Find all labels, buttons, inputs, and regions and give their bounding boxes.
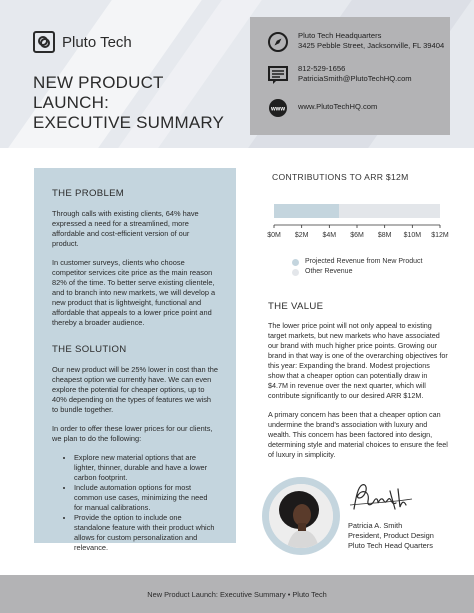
header	[0, 0, 474, 148]
chart-title: CONTRIBUTIONS TO ARR $12M	[272, 172, 409, 182]
compass-icon	[267, 31, 289, 53]
phone-number[interactable]: 812-529-1656	[298, 64, 346, 73]
title-line-2: EXECUTIVE SUMMARY	[33, 113, 225, 132]
legend-item	[292, 257, 423, 267]
footer	[0, 575, 474, 613]
page-title	[33, 73, 243, 133]
address-row	[267, 31, 444, 53]
problem-solution-panel	[34, 168, 236, 552]
list-item: • Include automation options for most common use cases, minimizing the need for manual calibrations.	[74, 483, 218, 513]
www-icon	[267, 97, 289, 119]
x-tick-label: $10M	[403, 232, 422, 239]
legend-label: Projected Revenue from New Product	[305, 258, 423, 265]
list-item: • Provide the option to include one standalone feature with their product which allows for custom personalization and relevance.	[74, 513, 218, 553]
x-tick-label: $6M	[350, 232, 364, 239]
value-body	[268, 321, 448, 469]
portrait-photo	[269, 484, 333, 548]
brand-logo	[33, 31, 132, 53]
signer-block	[348, 521, 434, 551]
title-line-1: NEW PRODUCT LAUNCH:	[33, 73, 164, 112]
problem-paragraph-2: In customer surveys, clients who choose competitor services cite price as the main reason 82% of the time. To better serve existing clientele, and to branch into new markets, we will develop a new product that is lightweight, functional and affordable that appeals to a lower price point and thereby a broader audience.	[52, 258, 216, 327]
x-tick-label: $12M	[431, 232, 449, 239]
legend-swatch	[292, 259, 299, 266]
bar-segment-other-revenue	[339, 204, 440, 218]
footer-text: New Product Launch: Executive Summary • Pluto Tech	[147, 589, 327, 599]
address-line-2: 3425 Pebble Street, Jacksonville, FL 39404	[298, 41, 445, 50]
solution-heading: THE SOLUTION	[52, 344, 127, 355]
signer-role: President, Product Design	[348, 531, 434, 540]
legend-label: Other Revenue	[305, 268, 353, 275]
solution-paragraph-1: Our new product will be 25% lower in cost than the cheapest option we currently have. We can even explore the potential for cheaper options, up to 40% depending on the types of features we wish to bundle together.	[52, 365, 218, 414]
value-paragraph-1: The lower price point will not only appeal to existing target markets, but new markets who have associated our brand with much higher price points. Growing our brand in that way is one of the overarching objectives for this year: Expanding the brand. Modest projections show that a cheaper option can potentially draw in $4.7M in revenue over the next quarter, which will contribute significantly to our desired ARR $12M.	[268, 321, 448, 400]
email-link[interactable]: PatriciaSmith@PlutoTechHQ.com	[298, 74, 412, 83]
problem-heading: THE PROBLEM	[52, 188, 125, 199]
value-heading: THE VALUE	[268, 301, 324, 312]
x-tick-label: $8M	[377, 232, 392, 239]
message-icon	[267, 64, 289, 86]
value-paragraph-2: A primary concern has been that a cheaper option can undermine the brand's association with luxury and wealth. This concern has been factored into design, determining style and material choices to ensure the feel of luxury in simplicity.	[268, 410, 448, 459]
svg-text:www: www	[270, 106, 286, 113]
list-item: • Explore new material options that are lighter, thinner, durable and have a lower carbon footprint.	[74, 453, 218, 483]
solution-bullet-list	[74, 453, 218, 553]
signer-org: Pluto Tech Head Quarters	[348, 541, 433, 550]
website-row	[267, 97, 377, 119]
problem-paragraph-1: Through calls with existing clients, 64% have expressed a need for a streamlined, more affordable and cost-efficient version of our product.	[52, 209, 199, 248]
x-tick-label: $2M	[294, 232, 309, 239]
website-link[interactable]: www.PlutoTechHQ.com	[298, 102, 378, 111]
handwritten-signature	[346, 479, 416, 517]
signer-name: Patricia A. Smith	[348, 521, 403, 530]
address-line-1: Pluto Tech Headquarters	[298, 31, 382, 40]
contact-box	[250, 17, 450, 135]
brand-name: Pluto Tech	[62, 33, 132, 51]
portrait-frame	[262, 477, 340, 555]
bar-segment-new-product	[274, 204, 339, 218]
pluto-logo-icon	[33, 31, 55, 53]
solution-paragraph-2: In order to offer these lower prices for our clients, we plan to do the following:	[52, 424, 213, 443]
x-tick-label: $0M	[267, 232, 281, 239]
person-portrait-icon	[269, 484, 333, 548]
legend-item	[292, 267, 423, 277]
x-tick-label: $4M	[322, 232, 337, 239]
legend-swatch	[292, 269, 299, 276]
chart-legend	[292, 257, 423, 277]
phone-email-row	[267, 64, 412, 86]
arr-chart	[266, 196, 450, 248]
